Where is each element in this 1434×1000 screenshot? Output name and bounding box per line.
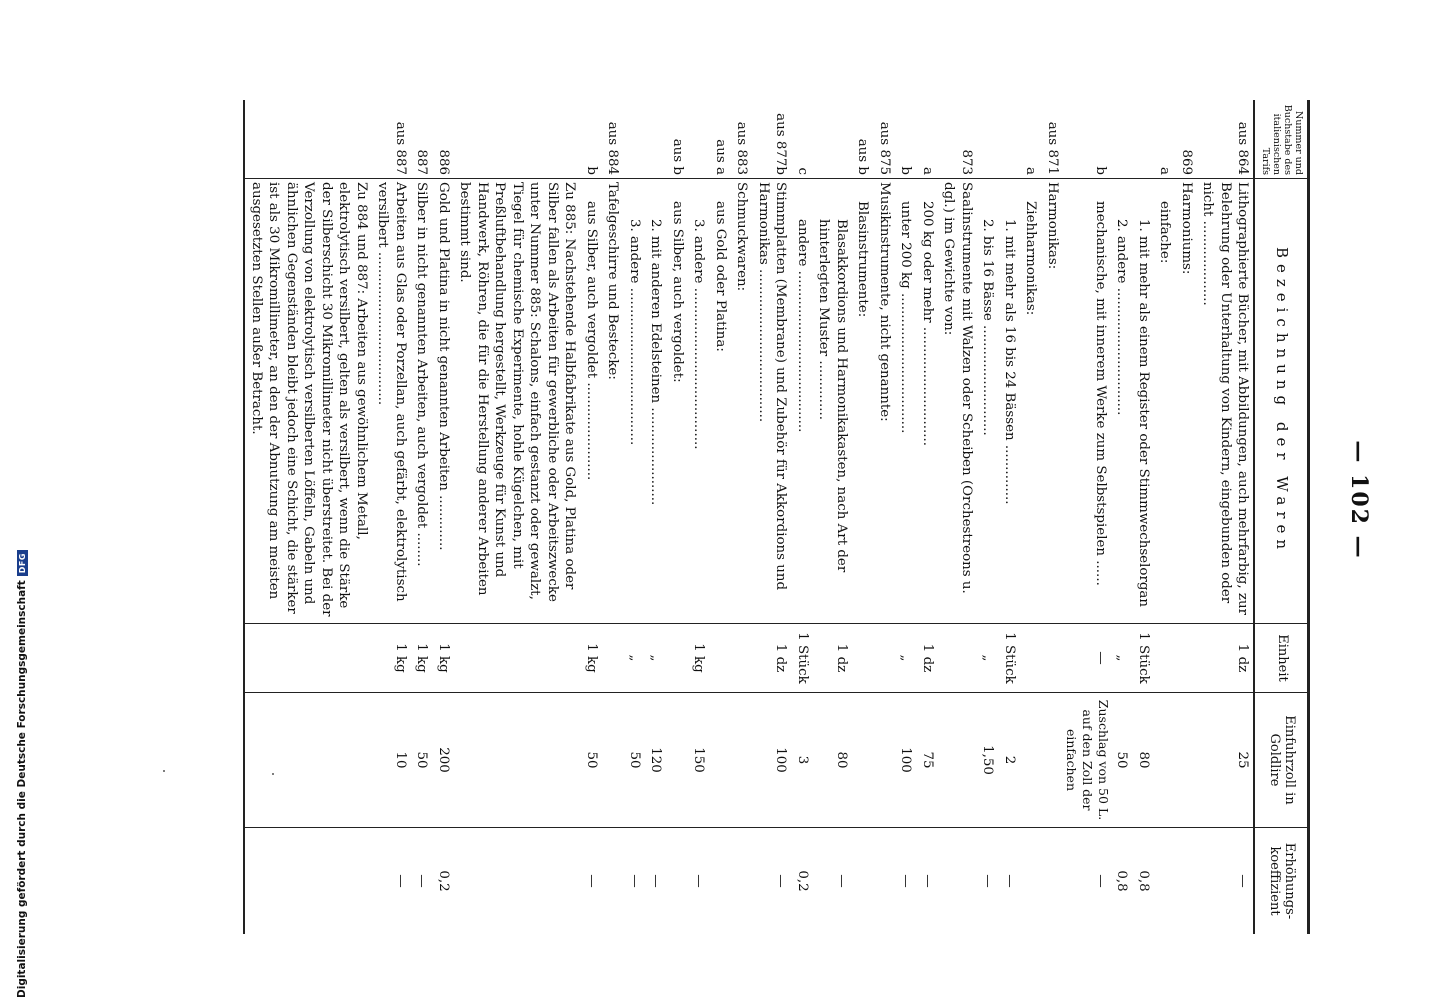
row-coefficient: — [1092,874,1108,888]
row-unit [454,624,581,693]
footer-credit [0,553,28,1000]
row-number: aus 877b [752,100,791,179]
row-description: Zu 885: Nachstehende Halbfabrikate aus Gold, Platina oder Silber fallen als Arbeiten für gewerbliche oder Arbeitszwecke unter Nummer 885: Schalons, einfach gestanzt oder gewalzt, Tiegel für chemische Experimente, hohle Kügelchen, mit Preßluftbehandlung hergestellt, Werkzeuge für Kunst und Handwerk, Röhren, die für die Herstellung anderer Arbeiten bestimmt sind. [454,179,581,624]
row-duty [873,693,895,828]
row-number: aus 884 [602,100,624,179]
row-unit: 1 Stück [998,624,1020,693]
table-row [709,100,731,934]
table-row [645,100,667,934]
row-unit [666,624,688,693]
row-description: 2. andere .............................. [1111,179,1133,624]
table-row [977,100,999,934]
row-description: Lithographierte Bücher, mit Abbildungen, auch mehrfarbig, zur Belehrung oder Unterhaltung von Kindern, eingebunden oder nicht .................... [1197,179,1255,624]
row-duty: 120 [645,693,667,828]
row-number [688,100,710,179]
table-row [432,100,454,934]
row-duty: 75 [916,693,938,828]
row-number: b [580,100,602,179]
row-duty: 150 [688,693,710,828]
table-row [998,100,1020,934]
row-unit: 1 kg [580,624,602,693]
row-coefficient: — [583,874,599,888]
row-unit: „ [645,624,667,693]
row-description: Blasakkordions und Harmonikakasten, nach Art der hinterlegten Muster .............. [813,179,852,624]
row-unit [852,624,874,693]
row-description: Tafelgeschirre und Bestecke: [602,179,624,624]
row-unit: „ [623,624,645,693]
row-duty [938,693,977,828]
row-number: 886 [432,100,454,179]
header-duty: Einfuhrzoll in Goldlire [1254,693,1308,828]
row-coefficient [454,828,581,935]
row-number: a [916,100,938,179]
row-coefficient: — [691,874,707,888]
row-unit: 1 kg [432,624,454,693]
header-number: Nummer und Buchstabe des italienischen Tarifs [1254,100,1308,179]
row-description: Gold und Platina in nicht genannten Arbeiten ............. [432,179,454,624]
row-duty: 50 [580,693,602,828]
row-number: 887 [411,100,433,179]
row-coefficient [602,828,624,935]
row-coefficient [852,828,874,935]
row-coefficient [244,828,372,935]
table-row [602,100,624,934]
row-coefficient [1175,828,1197,935]
row-coefficient [666,828,688,935]
table-row [411,100,433,934]
row-number: aus 887 [372,100,411,179]
table-row [623,100,645,934]
table-row [1154,100,1176,934]
row-duty [1154,693,1176,828]
row-description: Stimmplatten (Membrane) und Zubehör für Akkordions und Harmonikas .................................... [752,179,791,624]
row-duty: 50 [623,693,645,828]
row-description: aus Gold oder Platina: [709,179,731,624]
row-number [813,100,852,179]
row-unit: 1 dz [752,624,791,693]
table-row [731,100,753,934]
table-row [1111,100,1133,934]
table-row [852,100,874,934]
row-number: aus 864 [1197,100,1255,179]
row-coefficient: — [773,874,789,888]
row-number [998,100,1020,179]
row-unit [731,624,753,693]
row-coefficient: 0,2 [794,870,810,892]
row-coefficient: — [919,874,935,888]
table-row [454,100,581,934]
row-unit [1154,624,1176,693]
row-number [1132,100,1154,179]
row-unit: 1 kg [688,624,710,693]
header-row [1254,100,1308,934]
row-coefficient [1020,828,1042,935]
tariff-table [243,100,1310,934]
row-coefficient: — [626,874,642,888]
row-duty [454,693,581,828]
row-unit [1041,624,1063,693]
table-row [1132,100,1154,934]
row-duty [244,693,372,828]
table-row [1197,100,1255,934]
table-row [1020,100,1042,934]
row-unit: 1 kg [411,624,433,693]
row-coefficient: — [1235,874,1251,888]
row-description: Silber in nicht genannten Arbeiten, auch vergoldet ........ [411,179,433,624]
row-coefficient: — [392,874,408,888]
row-number [1111,100,1133,179]
row-duty: 100 [752,693,791,828]
row-duty [852,693,874,828]
table-row [895,100,917,934]
row-description: einfache: [1154,179,1176,624]
row-unit: 1 dz [1197,624,1255,693]
row-description: 2. bis 16 Bässe .......................... [977,179,999,624]
row-number: b [1063,100,1111,179]
row-unit: 1 kg [372,624,411,693]
row-duty [602,693,624,828]
row-coefficient: — [414,874,430,888]
row-coefficient [938,828,977,935]
row-unit: „ [895,624,917,693]
row-unit [938,624,977,693]
row-unit [1020,624,1042,693]
row-description: Harmonikas: [1041,179,1063,624]
table-row [1175,100,1197,934]
table-row [752,100,791,934]
row-unit [709,624,731,693]
row-number: aus 875 [873,100,895,179]
row-description: 2. mit anderen Edelsteinen ....................... [645,179,667,624]
row-description: aus Silber, auch vergoldet ....................... [580,179,602,624]
row-number: 873 [938,100,977,179]
row-coefficient: — [833,874,849,888]
table-row [580,100,602,934]
row-description: Harmoniums: [1175,179,1197,624]
row-duty [731,693,753,828]
row-description: Arbeiten aus Glas oder Porzellan, auch gefärbt, elektrolytisch versilbert .................................... [372,179,411,624]
row-description: 1. mit mehr als einem Register oder Stimmwechselorgan [1132,179,1154,624]
row-duty [666,693,688,828]
row-duty: Zuschlag von 50 L. auf den Zoll der einfachen [1063,693,1111,828]
row-duty: 80 [1132,693,1154,828]
table-row [1063,100,1111,934]
row-coefficient: — [898,874,914,888]
row-duty: 25 [1197,693,1255,828]
row-number: aus b [666,100,688,179]
row-description: mechanische, mit innerem Werke zum Selbstspielen ...... [1063,179,1111,624]
row-description: Ziehharmonikas: [1020,179,1042,624]
table-row [938,100,977,934]
page-number: — 102 — [1346,440,1372,560]
row-number: aus a [709,100,731,179]
table-row [791,100,813,934]
table-row [244,100,372,934]
row-duty: 1,50 [977,693,999,828]
row-unit: „ [1111,624,1133,693]
row-coefficient [873,828,895,935]
row-description: Musikinstrumente, nicht genannte: [873,179,895,624]
row-unit: 1 Stück [791,624,813,693]
row-unit [602,624,624,693]
row-number [244,100,372,179]
row-coefficient: 0,8 [1114,870,1130,892]
row-number: c [791,100,813,179]
table-row [666,100,688,934]
row-description: 3. andere ...................................... [688,179,710,624]
row-unit [244,624,372,693]
row-duty: 50 [411,693,433,828]
table-body [244,100,1254,934]
row-duty: 3 [791,693,813,828]
row-duty: 50 [1111,693,1133,828]
row-description: andere ...................................... [791,179,813,624]
header-description: Bezeichnung der Waren [1254,179,1308,624]
row-duty: 200 [432,693,454,828]
row-description: aus Silber, auch vergoldet: [666,179,688,624]
row-unit: „ [977,624,999,693]
row-unit [873,624,895,693]
row-number [645,100,667,179]
row-number [977,100,999,179]
row-number: aus 871 [1041,100,1063,179]
row-description: 200 kg oder mehr ............................ [916,179,938,624]
row-number [623,100,645,179]
row-number [454,100,581,179]
table-row [813,100,852,934]
row-description: 3. andere ..................................... [623,179,645,624]
row-coefficient: 0,8 [1135,870,1151,892]
dfg-logo: DFG [17,550,28,576]
scan-speck [272,773,274,775]
header-coefficient: Erhöhungs-koeffizient [1254,828,1308,935]
row-number: a [1154,100,1176,179]
table-row [688,100,710,934]
row-number: b [895,100,917,179]
row-coefficient [1154,828,1176,935]
row-duty: 10 [372,693,411,828]
row-duty: 80 [813,693,852,828]
row-duty: 2 [998,693,1020,828]
row-description: Blasinstrumente: [852,179,874,624]
row-duty [709,693,731,828]
row-unit: 1 dz [916,624,938,693]
row-coefficient: — [980,874,996,888]
footer-text: Digitalisierung gefördert durch die Deutsche Forschungsgemeinschaft [16,580,28,998]
row-unit: 1 Stück [1132,624,1154,693]
table-row [372,100,411,934]
row-coefficient: — [648,874,664,888]
row-description: Zu 884 und 887: Arbeiten aus gewöhnlichem Metall, elektrolytisch versilbert, gelten als versilbert, wenn die Stärke der Silberschicht 30 Mikromillimeter nicht überstreitet. Bei der Verzollung von elektrolytisch versilberten Löffeln, Gabeln und ähnlichen Gegenständen bleibt jedoch eine Schicht, die stärker ist als 30 Mikromillimeter, an den der Abnutzung am meisten ausgesetzten Stellen außer Betracht. [244,179,372,624]
row-unit: 1 dz [813,624,852,693]
row-number: aus b [852,100,874,179]
row-description: Saalinstrumente mit Walzen oder Scheiben (Orchestreons u. dgl.) im Gewichte von: [938,179,977,624]
rotated-page [138,100,1372,920]
row-coefficient [731,828,753,935]
row-unit [1175,624,1197,693]
table-row [873,100,895,934]
row-coefficient [709,828,731,935]
row-duty: 100 [895,693,917,828]
scan-speck [163,770,165,772]
row-duty [1041,693,1063,828]
row-unit: — [1063,624,1111,693]
row-description: unter 200 kg ................................. [895,179,917,624]
row-duty [1175,693,1197,828]
table-row [916,100,938,934]
header-unit: Einheit [1254,624,1308,693]
row-duty [1020,693,1042,828]
table-row [1041,100,1063,934]
row-number: aus 883 [731,100,753,179]
row-coefficient [1041,828,1063,935]
row-description: Schmuckwaren: [731,179,753,624]
row-description: 1. mit mehr als 16 bis 24 Bässen .............. [998,179,1020,624]
row-number: 869 [1175,100,1197,179]
row-coefficient: — [1001,874,1017,888]
row-number: a [1020,100,1042,179]
row-coefficient: 0,2 [435,870,451,892]
